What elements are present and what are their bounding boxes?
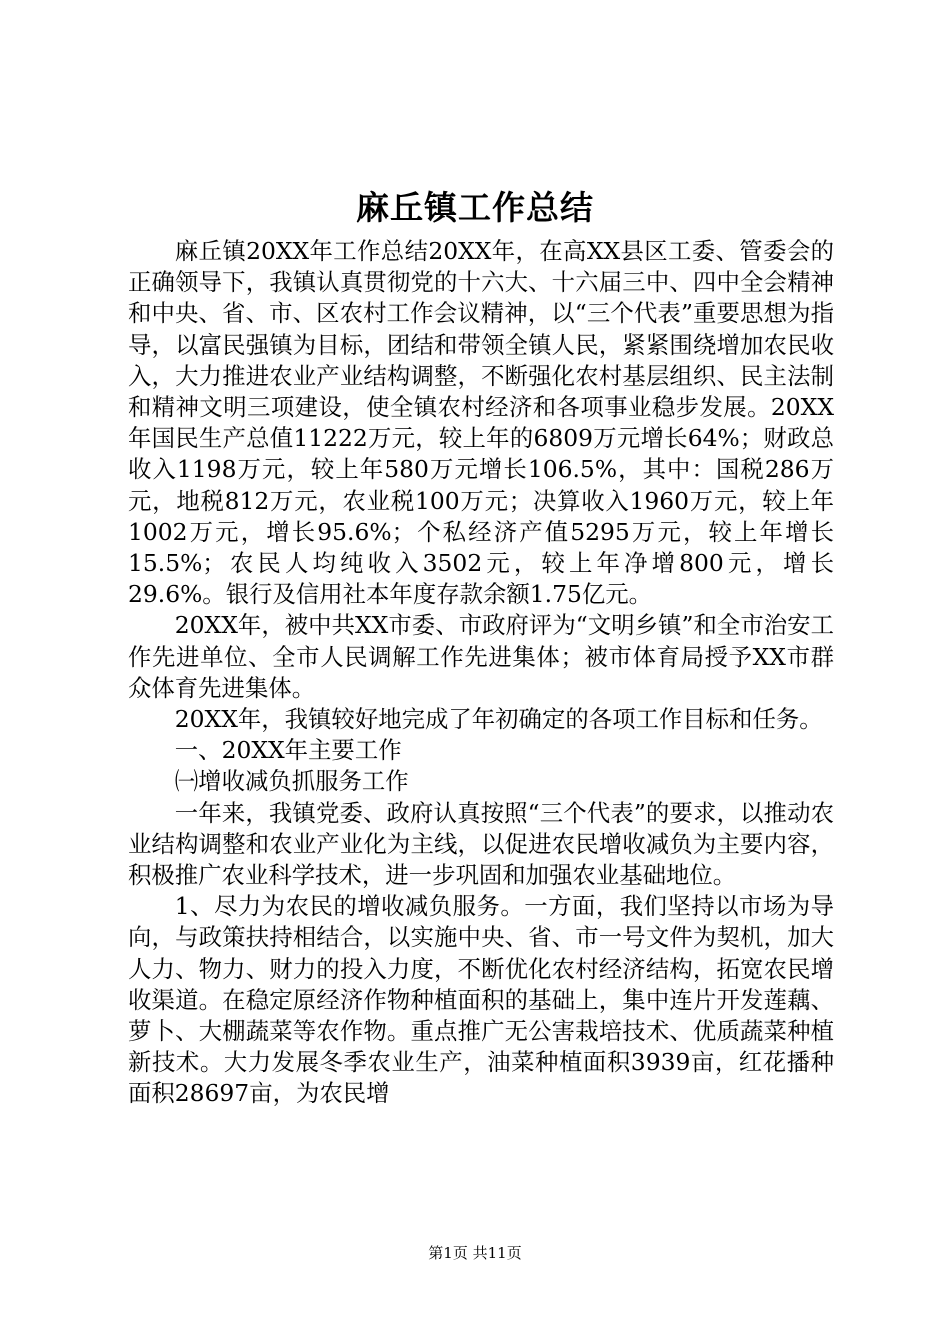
page-footer: 第1页 共11页 — [428, 1244, 522, 1262]
paragraph-overview: 一年来，我镇党委、政府认真按照“三个代表”的要求，以推动农业结构调整和农业产业化为主线，以促进农民增收减负为主要内容，积极推广农业科学技术，进一步巩固和加强农业基础地位。 — [128, 798, 834, 890]
document-body — [128, 236, 834, 1110]
paragraph-honors: 20XX年，被中共XX市委、市政府评为“文明乡镇”和全市治安工作先进单位、全市人民调解工作先进集体；被市体育局授予XX市群众体育先进集体。 — [128, 611, 834, 702]
section-heading-main-work: 一、20XX年主要工作 — [174, 736, 402, 765]
paragraph-summary: 麻丘镇20XX年工作总结20XX年，在高XX县区工委、管委会的正确领导下，我镇认真贯彻党的十六大、十六届三中、四中全会精神和中央、省、市、区农村工作会议精神，以“三个代表”重要思想为指导，以富民强镇为目标，团结和带领全镇人民，紧紧围绕增加农民收入，大力推进农业产业结构调整，不断强化农村基层组织、民主法制和精神文明三项建设，使全镇农村经济和各项事业稳步发展。20XX年国民生产总值11222万元，较上年的6809万元增长64%；财政总收入1198万元，较上年580万元增长106.5%，其中：国税286万元，地税812万元，农业税100万元；决算收入1960万元，较上年1002万元，增长95.6%；个私经济产值5295万元，较上年增长15.5%；农民人均纯收入3502元，较上年净增800元，增长29.6%。银行及信用社本年度存款余额1.75亿元。 — [128, 237, 834, 609]
subsection-heading-income: ㈠增收减负抓服务工作 — [174, 767, 409, 796]
document-title: 麻丘镇工作总结 — [356, 188, 594, 227]
paragraph-goals: 20XX年，我镇较好地完成了年初确定的各项工作目标和任务。 — [174, 705, 823, 734]
paragraph-item-1: 1、尽力为农民的增收减负服务。一方面，我们坚持以市场为导向，与政策扶持相结合，以实施中央、省、市一号文件为契机，加大人力、物力、财力的投入力度，不断优化农村经济结构，拓宽农民增收渠道。在稳定原经济作物种植面积的基础上，集中连片开发莲藕、萝卜、大棚蔬菜等农作物。重点推广无公害栽培技术、优质蔬菜种植新技术。大力发展冬季农业生产，油菜种植面积3939亩，红花播种面积28697亩，为农民增 — [128, 892, 834, 1108]
